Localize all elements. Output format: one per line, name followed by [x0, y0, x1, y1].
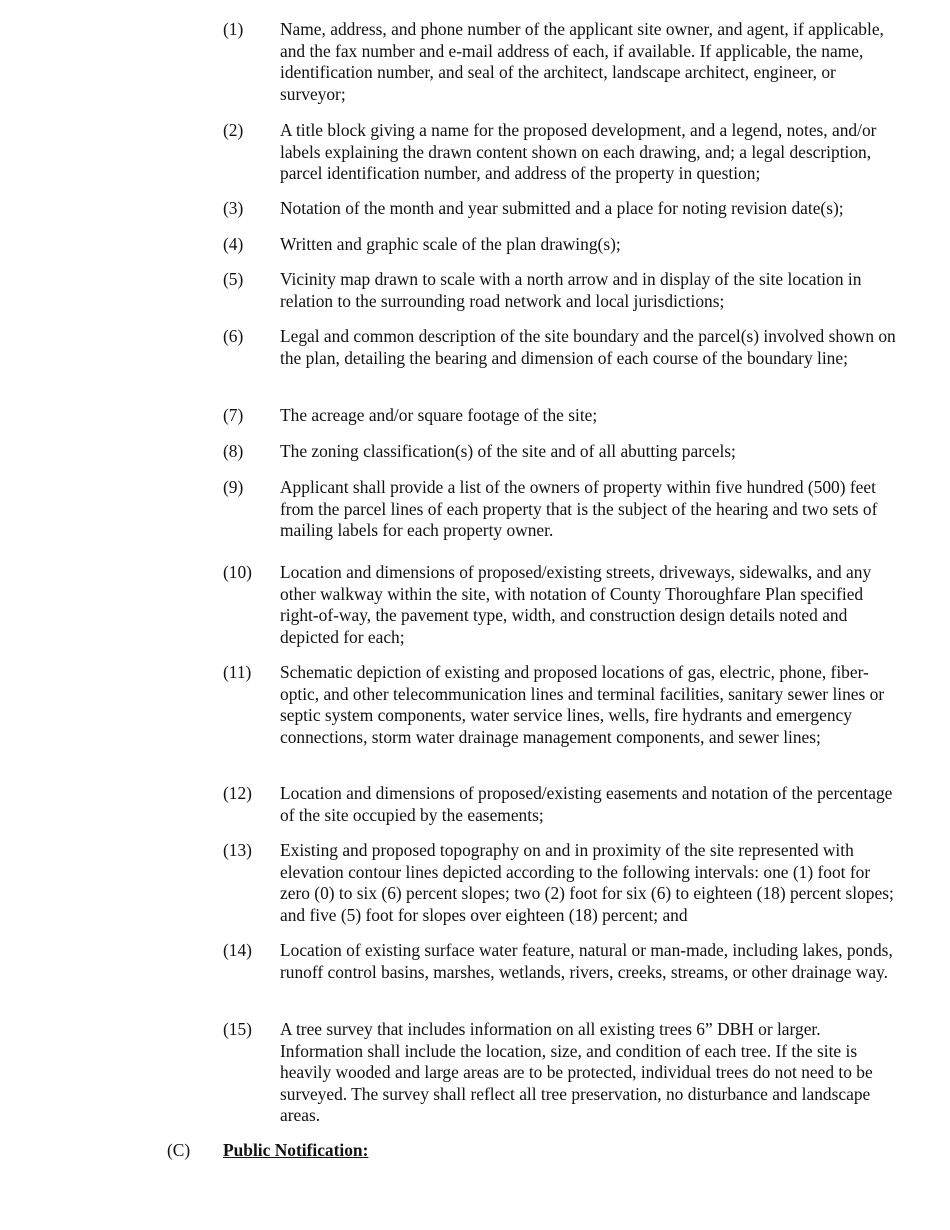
item-number: (8)	[223, 441, 244, 461]
item-number: (10)	[223, 562, 252, 582]
item-text: Existing and proposed topography on and in proximity of the site represented with elevation contour lines depicted according to the following intervals: one (1) foot for zero (0) to six (6) percent slopes; two (2) foot for six (6) to eighteen (18) percent slopes; and five (5) foot for slopes over eighteen (18) percent; and	[280, 840, 894, 925]
section-heading: Public Notification:	[223, 1140, 369, 1160]
item-number: (11)	[223, 662, 252, 682]
item-text: The acreage and/or square footage of the site;	[280, 405, 598, 425]
item-text: Legal and common description of the site boundary and the parcel(s) involved shown on the plan, detailing the bearing and dimension of each course of the boundary line;	[280, 326, 896, 368]
section-label: (C)	[167, 1140, 191, 1160]
item-number: (2)	[223, 120, 244, 140]
item-number: (5)	[223, 269, 244, 289]
item-text: A tree survey that includes information on all existing trees 6” DBH or larger. Information shall include the location, size, and condition of each tree. If the site is heavily wooded and large areas are to be protected, individual trees do not need to be surveyed. The survey shall reflect all tree preservation, no disturbance and landscape areas.	[280, 1019, 873, 1126]
item-text: Notation of the month and year submitted and a place for noting revision date(s);	[280, 198, 844, 218]
item-number: (1)	[223, 19, 244, 39]
item-number: (6)	[223, 326, 244, 346]
item-number: (7)	[223, 405, 244, 425]
item-text: Schematic depiction of existing and proposed locations of gas, electric, phone, fiber-optic, and other telecommunication lines and terminal facilities, sanitary sewer lines or septic system components, water service lines, wells, fire hydrants and emergency connections, storm water drainage management components, and sewer lines;	[280, 662, 885, 747]
item-text: The zoning classification(s) of the site and of all abutting parcels;	[280, 441, 736, 461]
item-number: (4)	[223, 234, 244, 254]
item-number: (3)	[223, 198, 244, 218]
item-text: Applicant shall provide a list of the owners of property within five hundred (500) feet from the parcel lines of each property that is the subject of the hearing and two sets of mailing labels for each property owner.	[280, 477, 878, 541]
item-text: Location and dimensions of proposed/existing easements and notation of the percentage of the site occupied by the easements;	[280, 783, 893, 825]
item-number: (12)	[223, 783, 252, 803]
item-number: (15)	[223, 1019, 252, 1039]
item-number: (13)	[223, 840, 252, 860]
item-number: (9)	[223, 477, 244, 497]
item-text: Name, address, and phone number of the applicant site owner, and agent, if applicable, and the fax number and e-mail address of each, if available. If applicable, the name, identification number, and seal of the architect, landscape architect, engineer, or surveyor;	[280, 19, 884, 104]
item-text: Location and dimensions of proposed/existing streets, driveways, sidewalks, and any other walkway within the site, with notation of County Thoroughfare Plan specified right-of-way, the pavement type, width, and construction design details noted and depicted for each;	[280, 562, 872, 647]
item-number: (14)	[223, 940, 252, 960]
item-text: A title block giving a name for the proposed development, and a legend, notes, and/or labels explaining the drawn content shown on each drawing, and; a legal description, parcel identification number, and address of the property in question;	[280, 120, 877, 184]
item-text: Vicinity map drawn to scale with a north arrow and in display of the site location in relation to the surrounding road network and local jurisdictions;	[280, 269, 862, 311]
item-text: Written and graphic scale of the plan drawing(s);	[280, 234, 621, 254]
item-text: Location of existing surface water feature, natural or man-made, including lakes, ponds, runoff control basins, marshes, wetlands, rivers, creeks, streams, or other drainage way.	[280, 940, 893, 982]
